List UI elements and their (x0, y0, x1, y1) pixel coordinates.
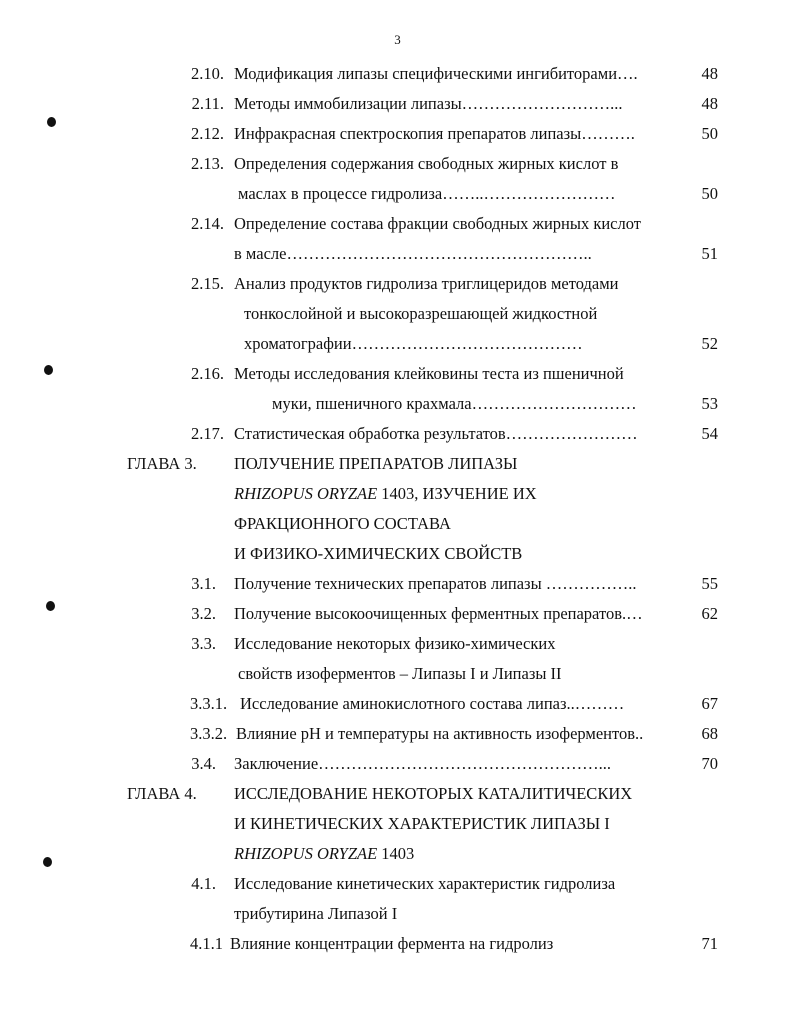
toc-entry-number: 2.13. (191, 154, 224, 173)
toc-entry-title: Определение состава фракции свободных жирных кислот (234, 214, 641, 233)
toc-entry-title-continued: хроматографии…………………………………… (244, 334, 583, 353)
toc-entry-page: 51 (701, 244, 718, 263)
toc-entry-page: 68 (701, 724, 718, 743)
toc-entry-number: 3.4. (191, 754, 216, 773)
toc-entry-title: Анализ продуктов гидролиза триглицеридов методами (234, 274, 619, 293)
toc-entry-title-continued: маслах в процессе гидролиза……..…………………… (238, 184, 616, 203)
toc-entry-title-continued: в масле……………………………………………….. (234, 244, 592, 263)
chapter-title-rest: 1403 (377, 844, 415, 863)
toc-entry-number: 2.10. (191, 64, 224, 83)
toc-entry-number: 3.3.2. (190, 724, 228, 743)
toc-entry-title: Инфракрасная спектроскопия препаратов липазы………. (234, 124, 635, 143)
chapter-title-continued: И ФИЗИКО-ХИМИЧЕСКИХ СВОЙСТВ (234, 544, 523, 563)
toc-entry-number: 3.3.1. (190, 694, 228, 713)
chapter-title-continued (234, 844, 414, 864)
toc-entry-number: 2.17. (191, 424, 224, 443)
toc-entry-title: Определения содержания свободных жирных кислот в (234, 154, 619, 173)
toc-entry-title: Статистическая обработка результатов…………………… (234, 424, 638, 443)
toc-entry-number: 3.3. (191, 634, 216, 653)
toc-entry-number: 2.16. (191, 364, 224, 383)
toc-entry-title: Заключение……………………………………………... (234, 754, 612, 773)
toc-entry-number: 3.1. (191, 574, 216, 593)
toc-entry-number: 3.2. (191, 604, 216, 623)
binding-hole-mark (46, 601, 55, 611)
species-name: RHIZOPUS ORYZAE (234, 844, 378, 863)
chapter-title: ПОЛУЧЕНИЕ ПРЕПАРАТОВ ЛИПАЗЫ (234, 454, 518, 473)
toc-entry-number: 2.11. (191, 94, 224, 113)
toc-entry-page: 48 (701, 64, 718, 83)
toc-entry-title: Модификация липазы специфическими ингибиторами…. (234, 64, 638, 83)
toc-entry-page: 54 (701, 424, 718, 443)
toc-entry-number: 4.1. (191, 874, 216, 893)
toc-entry-title: Получение высокоочищенных ферментных препаратов.… (234, 604, 643, 623)
toc-entry-number: 4.1.1 (190, 934, 223, 953)
chapter-title: ИССЛЕДОВАНИЕ НЕКОТОРЫХ КАТАЛИТИЧЕСКИХ (234, 784, 633, 803)
toc-entry-number: 2.12. (191, 124, 224, 143)
toc-entry-page: 67 (701, 694, 718, 713)
toc-entry-page: 50 (701, 124, 718, 143)
toc-entry-page: 53 (701, 394, 718, 413)
toc-entry-title: Исследование аминокислотного состава липаз..……… (240, 694, 625, 713)
toc-entry-title-continued: свойств изоферментов – Липазы I и Липазы II (238, 664, 562, 683)
toc-entry-title: Методы исследования клейковины теста из пшеничной (234, 364, 624, 383)
toc-entry-page: 71 (701, 934, 718, 953)
chapter-title-rest: 1403, ИЗУЧЕНИЕ ИХ (377, 484, 537, 503)
binding-hole-mark (47, 117, 56, 127)
toc-entry-title: Влияние концентрации фермента на гидролиз (230, 934, 554, 953)
toc-entry-number: 2.15. (191, 274, 224, 293)
chapter-title-continued: И КИНЕТИЧЕСКИХ ХАРАКТЕРИСТИК ЛИПАЗЫ I (234, 814, 610, 833)
chapter-title-continued: ФРАКЦИОННОГО СОСТАВА (234, 514, 451, 533)
toc-entry-page: 52 (701, 334, 718, 353)
toc-entry-title-continued: тонкослойной и высокоразрешающей жидкостной (244, 304, 598, 323)
toc-entry-title: Влияние рН и температуры на активность изоферментов.. (236, 724, 644, 743)
binding-hole-mark (43, 857, 52, 867)
toc-entry-number: 2.14. (191, 214, 224, 233)
toc-entry-title-continued: трибутирина Липазой I (234, 904, 398, 923)
chapter-label: ГЛАВА 4. (127, 784, 197, 803)
toc-entry-title: Получение технических препаратов липазы …………….. (234, 574, 637, 593)
toc-entry-title: Исследование кинетических характеристик гидролиза (234, 874, 616, 893)
toc-entry-page: 50 (701, 184, 718, 203)
chapter-title-continued (234, 484, 537, 504)
toc-entry-title: Методы иммобилизации липазы………………………... (234, 94, 623, 113)
toc-entry-page: 70 (701, 754, 718, 773)
species-name: RHIZOPUS ORYZAE (234, 484, 378, 503)
toc-entry-page: 48 (701, 94, 718, 113)
binding-hole-mark (44, 365, 53, 375)
toc-entry-page: 55 (701, 574, 718, 593)
toc-entry-title: Исследование некоторых физико-химических (234, 634, 556, 653)
chapter-label: ГЛАВА 3. (127, 454, 197, 473)
page-number: 3 (394, 32, 401, 47)
toc-entry-page: 62 (701, 604, 718, 623)
toc-entry-title-continued: муки, пшеничного крахмала………………………… (272, 394, 637, 413)
